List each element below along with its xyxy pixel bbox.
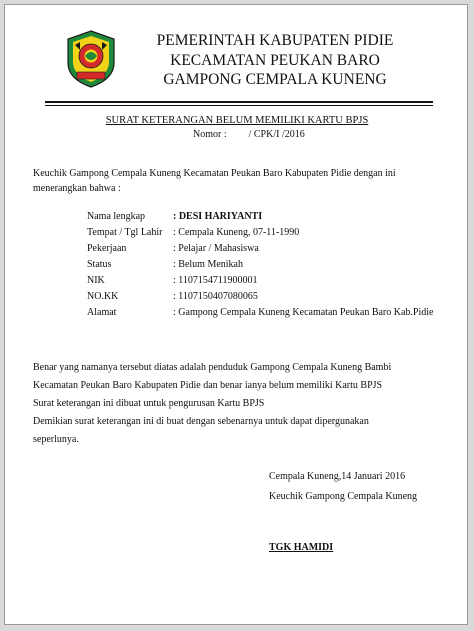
letterhead-divider-thin [45,105,433,106]
intro-line: Keuchik Gampong Cempala Kuneng Kecamatan Peukan Baro Kabupaten Pidie dengan ini [33,168,396,179]
letter-number [193,129,305,140]
letter-page [4,4,468,625]
field-label: Nama lengkap [87,211,146,222]
body-line: Demikian surat keterangan ini di buat dengan sebenarnya untuk dapat dipergunakan [33,416,369,427]
field-value: : 1107150407080065 [173,291,258,302]
body-line: Benar yang namanya tersebut diatas adalah penduduk Gampong Cempala Kuneng Bambi [33,362,392,373]
field-value: : 1107154711900001 [173,275,258,286]
field-label: Alamat [87,307,117,318]
field-value: : Gampong Cempala Kuneng Kecamatan Peukan Baro Kab.Pidie [173,307,434,318]
signature-place-date: Cempala Kuneng,14 Januari 2016 [269,471,406,482]
letterhead-district: KECAMATAN PEUKAN BARO [170,51,380,69]
field-label: Pekerjaan [87,243,127,254]
kabupaten-pidie-emblem-icon [65,29,117,89]
field-value: : Pelajar / Mahasiswa [173,243,259,254]
field-label: Status [87,259,112,270]
letterhead-village: GAMPONG CEMPALA KUNENG [163,71,387,88]
body-line: Kecamatan Peukan Baro Kabupaten Pidie dan benar ianya belum memiliki Kartu BPJS [33,380,383,391]
field-label: NIK [87,275,105,286]
letterhead-divider-thick [45,101,433,103]
letter-number-value: / CPK/I /2016 [248,129,305,140]
body-line: Surat keterangan ini dibuat untuk pengurusan Kartu BPJS [33,398,265,409]
signature-block [269,467,417,507]
field-label: Tempat / Tgl Lahir [87,227,163,238]
field-value: : Cempala Kuneng, 07-11-1990 [173,227,300,238]
letter-title: SURAT KETERANGAN BELUM MEMILIKI KARTU BPJS [105,115,369,126]
intro-paragraph [33,166,423,196]
body-line: seperlunya. [33,434,79,445]
signature-name: TGK HAMIDI [269,542,334,553]
letter-body [33,359,423,449]
letterhead-government: PEMERINTAH KABUPATEN PIDIE [156,32,394,49]
letter-number-label: Nomor : [193,129,227,140]
field-label: NO.KK [87,291,119,302]
intro-line: menerangkan bahwa : [33,183,121,194]
field-value: : DESI HARIYANTI [173,211,263,222]
signature-position: Keuchik Gampong Cempala Kuneng [269,491,418,502]
letterhead [125,31,425,90]
field-value: : Belum Menikah [173,259,243,270]
